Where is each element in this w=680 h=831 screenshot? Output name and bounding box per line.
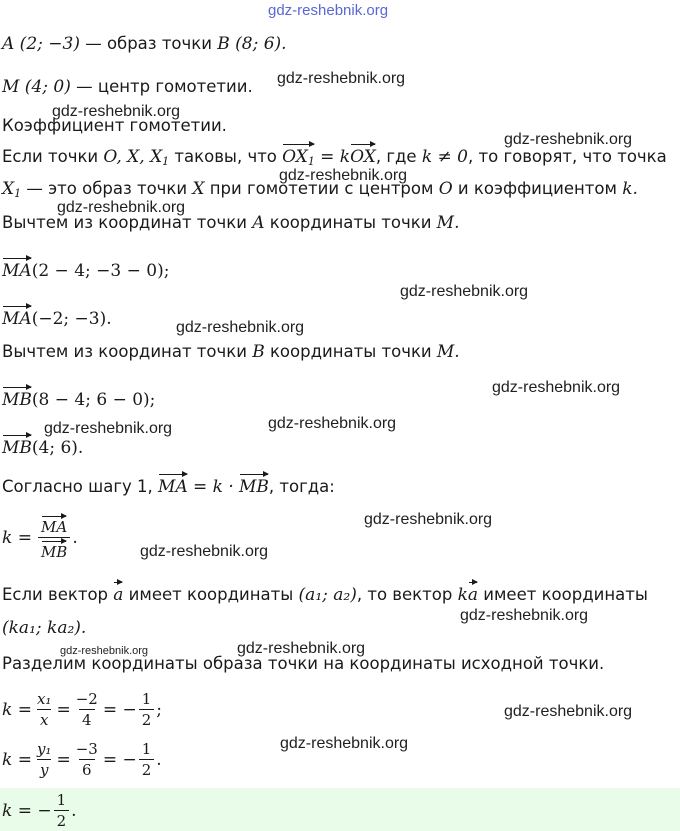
watermark-top: gdz-reshebnik.org (268, 2, 389, 19)
vector-ox1: $OX_1$ (282, 142, 315, 173)
watermark: gdz-reshebnik.org (140, 543, 269, 560)
watermark: gdz-reshebnik.org (280, 735, 409, 752)
vector-mb-result: MB(4; 6). (2, 433, 83, 459)
step-subtract-a: Вычтем из координат точки A координаты точки M. (2, 213, 460, 233)
watermark: gdz-reshebnik.org (44, 420, 173, 437)
definition-line-2: $X_1$ — это образ точки X при гомотетии с центром O и коэффициентом k. (2, 179, 638, 200)
answer-value: k = − $\frac{1}{2}$ . (2, 791, 77, 830)
k-from-x: k = $\frac{\text{x₁}}{x}$ = $\frac{-2}{4}$ = − $\frac{1}{2}$ ; (2, 690, 162, 729)
step-divide: Разделим координаты образа точки на координаты исходной точки. (2, 654, 605, 673)
watermark: gdz-reshebnik.org (237, 640, 366, 657)
watermark: gdz-reshebnik.org (460, 607, 589, 624)
vector-scaling-rule-1: Если вектор a имеет координаты (a₁; a₂), то вектор ka имеет координаты (2, 580, 648, 606)
watermark: gdz-reshebnik.org (52, 103, 181, 120)
line-a-image: A (2; −3) — образ точки B (8; 6). (2, 34, 287, 54)
watermark: gdz-reshebnik.org (364, 511, 493, 528)
watermark: gdz-reshebnik.org (57, 199, 186, 216)
k-fraction-vectors: k = $\frac{MA}{MB}$ . (2, 514, 78, 561)
watermark: gdz-reshebnik.org (504, 131, 633, 148)
step-subtract-b: Вычтем из координат точки B координаты точки M. (2, 342, 460, 362)
section-heading: Коэффициент гомотетии. (2, 116, 227, 135)
answer-box (0, 788, 680, 831)
watermark: gdz-reshebnik.org (492, 379, 621, 396)
vector-ma-result: MA(−2; −3). (2, 304, 112, 330)
step-relation: Согласно шагу 1, MA = k · MB, тогда: (2, 472, 335, 498)
vector-ox: OX (350, 142, 376, 168)
vector-scaling-rule-2: (ka₁; ka₂). (2, 618, 87, 638)
line-center: M (4; 0) — центр гомотетии. (2, 77, 253, 97)
k-from-y: k = $\frac{\text{y₁}}{y}$ = $\frac{-3}{6}$ = − $\frac{1}{2}$ . (2, 740, 162, 779)
vector-ma-expr: MA(2 − 4; −3 − 0); (2, 256, 169, 282)
watermark: gdz-reshebnik.org (277, 70, 406, 87)
watermark: gdz-reshebnik.org (268, 415, 397, 432)
watermark: gdz-reshebnik.org (60, 645, 149, 657)
watermark: gdz-reshebnik.org (279, 167, 408, 184)
watermark: gdz-reshebnik.org (176, 319, 305, 336)
watermark: gdz-reshebnik.org (504, 703, 633, 720)
watermark: gdz-reshebnik.org (400, 283, 529, 300)
vector-mb-expr: MB(8 − 4; 6 − 0); (2, 385, 155, 411)
definition-line-1: Если точки O, X, $X_1$ таковы, что $OX_1$ = kOX, где k ≠ 0, то говорят, что точка (2, 142, 667, 173)
vector-fraction: $\frac{MA}{MB}$ (38, 514, 70, 561)
